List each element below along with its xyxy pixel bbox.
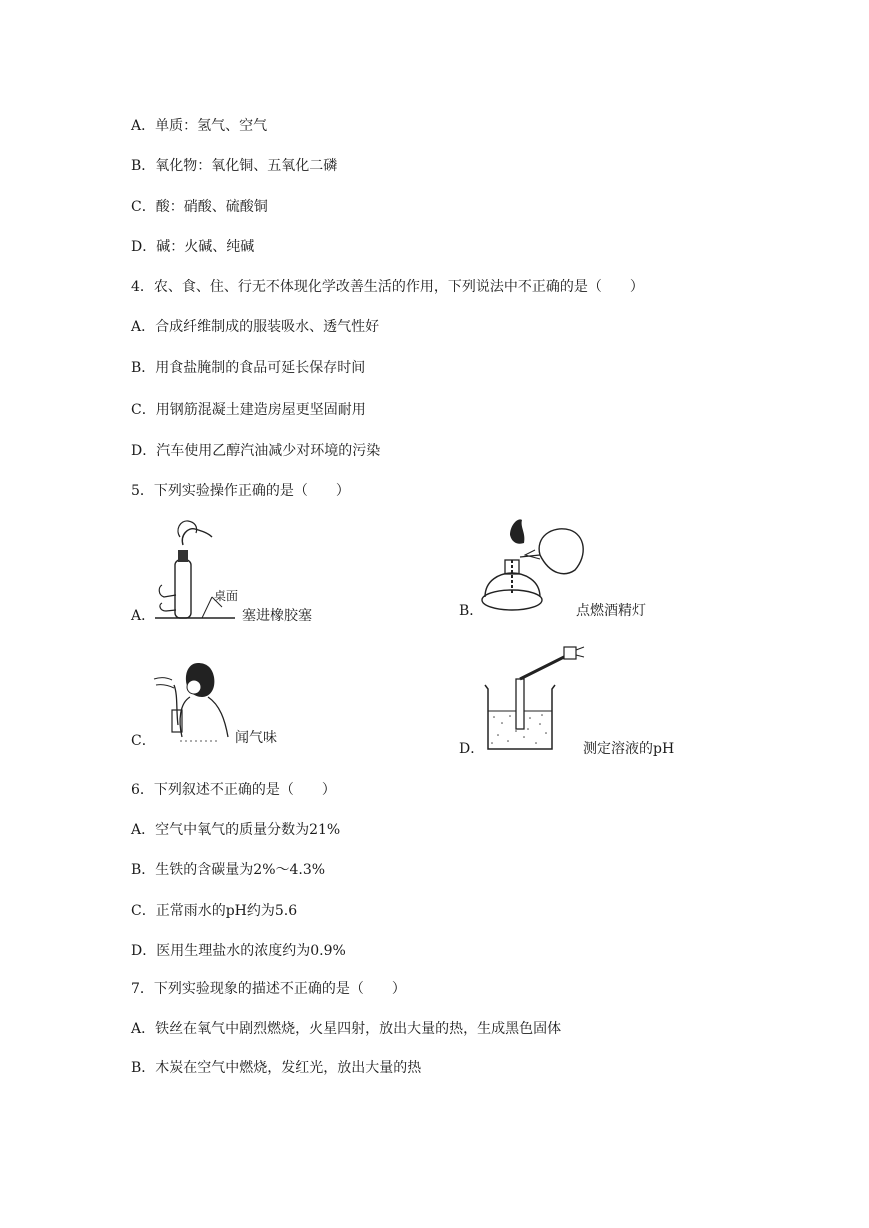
q5-option-c-caption: 闻气味 [235, 730, 277, 746]
q5-figure-c-smelling-illustration [150, 655, 240, 745]
q5-stem: 5．下列实验操作正确的是（ ） [131, 483, 350, 499]
q4-option-c: C．用钢筋混凝土建造房屋更坚固耐用 [131, 402, 366, 418]
q7-stem: 7．下列实验现象的描述不正确的是（ ） [131, 981, 406, 997]
q6-option-a: A．空气中氧气的质量分数为21% [131, 822, 341, 838]
q4-option-b: B．用食盐腌制的食品可延长保存时间 [131, 360, 366, 376]
q6-option-b: B．生铁的含碳量为2%～4.3% [131, 862, 326, 878]
q6-stem: 6．下列叙述不正确的是（ ） [131, 782, 336, 798]
q5-option-a-desk-label: 桌面 [214, 589, 239, 603]
q5-option-a-letter: A． [131, 608, 156, 624]
q5-option-c-letter: C． [131, 733, 156, 749]
q3-option-d: D．碱：火碱、纯碱 [131, 239, 255, 255]
q3-option-c: C．酸：硝酸、硫酸铜 [131, 199, 268, 215]
q6-option-d: D．医用生理盐水的浓度约为0.9% [131, 943, 346, 959]
q3-option-a: A．单质：氢气、空气 [131, 118, 268, 134]
q4-stem: 4．农、食、住、行无不体现化学改善生活的作用，下列说法中不正确的是（ ） [131, 279, 644, 295]
q7-option-b: B．木炭在空气中燃烧，发红光，放出大量的热 [131, 1060, 422, 1076]
q4-option-a: A．合成纤维制成的服装吸水、透气性好 [131, 319, 380, 335]
q3-option-b: B．氧化物：氧化铜、五氧化二磷 [131, 158, 338, 174]
q5-option-d-caption: 测定溶液的pH [583, 741, 675, 757]
q5-option-b-letter: B． [459, 603, 484, 619]
q5-option-a-caption: 塞进橡胶塞 [242, 608, 312, 624]
q5-figure-b-alcohol-lamp-illustration [480, 515, 590, 615]
q7-option-a: A．铁丝在氧气中剧烈燃烧，火星四射，放出大量的热，生成黑色固体 [131, 1021, 562, 1037]
q5-option-b-caption: 点燃酒精灯 [576, 603, 646, 619]
q4-option-d: D．汽车使用乙醇汽油减少对环境的污染 [131, 443, 381, 459]
q5-option-d-letter: D． [459, 741, 485, 757]
q6-option-c: C．正常雨水的pH约为5.6 [131, 903, 298, 919]
q5-figure-d-ph-test-illustration [480, 645, 590, 755]
q5-figure-a-stopper-illustration [150, 515, 250, 625]
